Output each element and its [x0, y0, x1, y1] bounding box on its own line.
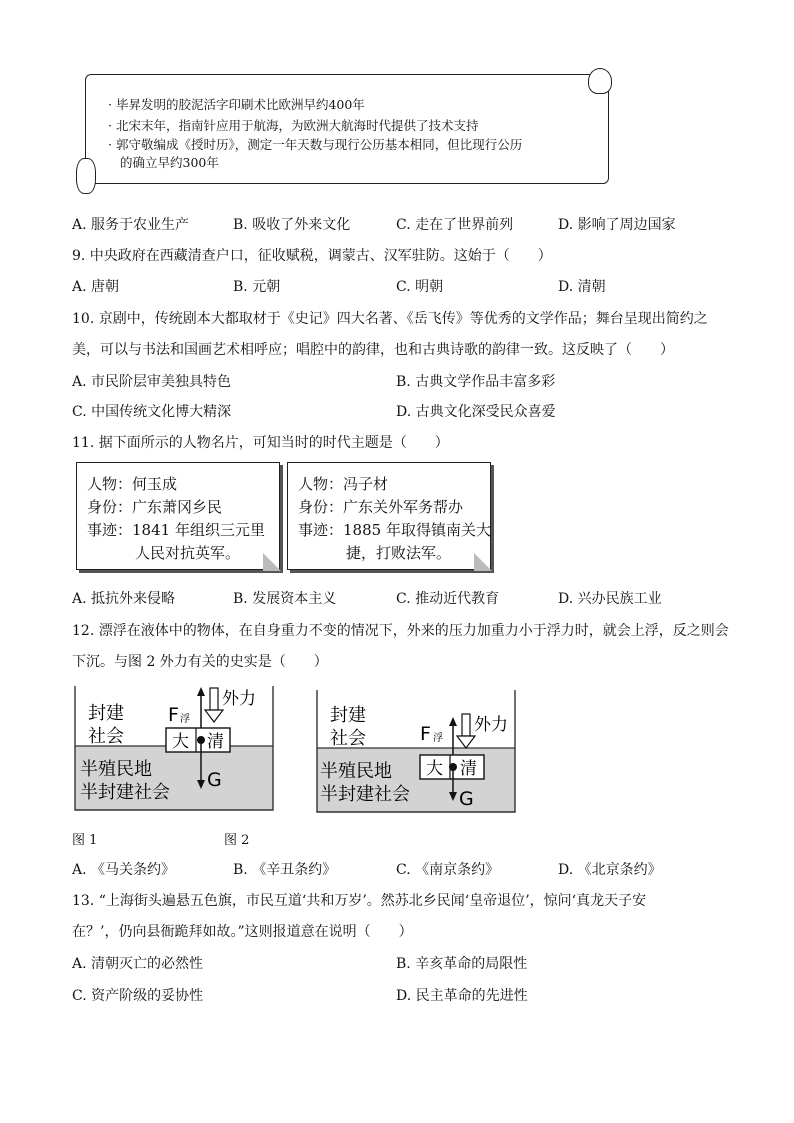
q8-option-d[interactable]: D. 影响了周边国家: [558, 217, 676, 233]
figure-1-label: 图 1: [72, 833, 98, 848]
card2-deed-cont: 捷，打败法军。: [346, 544, 452, 562]
figure-2-buoyancy: [312, 688, 520, 816]
buoyancy-subscript: 浮: [180, 714, 190, 725]
q9-option-a[interactable]: A. 唐朝: [72, 279, 120, 295]
figure-1-buoyancy: [70, 684, 278, 814]
card1-identity: 身份：广东萧冈乡民: [87, 498, 223, 516]
q10-stem-line-1: 10. 京剧中，传统剧本大都取材于《史记》四大名著、《岳飞传》等优秀的文学作品；舞台呈现出简约之: [72, 311, 708, 327]
q11-option-b[interactable]: B. 发展资本主义: [233, 591, 337, 607]
card1-deed-cont: 人民对抗英军。: [135, 544, 241, 562]
buoyancy-F: F: [420, 723, 431, 745]
person-card-feng-zicai: [287, 462, 491, 570]
q13-option-a[interactable]: A. 清朝灭亡的必然性: [72, 956, 204, 972]
q10-option-d[interactable]: D. 古典文化深受民众喜爱: [396, 404, 556, 420]
card2-deed: 事迹：1885 年取得镇南关大: [298, 521, 491, 539]
q12-stem-line-1: 12. 漂浮在液体中的物体，在自身重力不变的情况下，外来的压力加重力小于浮力时，就会上浮，反之则会: [72, 623, 729, 639]
gravity-label: G: [207, 769, 222, 791]
card1-name: 人物：何玉成: [87, 475, 178, 493]
q11-stem: 11. 据下面所示的人物名片，可知当时的时代主题是（ ）: [72, 435, 449, 451]
semi-label-1: 半殖民地: [320, 761, 392, 782]
scroll-line-1: · 毕昇发明的胶泥活字印刷术比欧洲早约400年: [108, 97, 365, 112]
q12-option-a[interactable]: A. 《马关条约》: [72, 862, 176, 878]
q9-option-d[interactable]: D. 清朝: [558, 279, 606, 295]
buoyancy-arrowhead: [197, 687, 205, 696]
q13-stem-line-1: 13. “上海街头遍悬五色旗，市民互道‘共和万岁’。然苏北乡民闻‘皇帝退位’，惊问‘真龙天子安: [72, 893, 647, 909]
gravity-label: G: [459, 788, 474, 810]
feudal-label-2: 社会: [330, 728, 366, 749]
scroll-curl-left: [76, 158, 96, 194]
q10-option-b[interactable]: B. 古典文学作品丰富多彩: [396, 374, 556, 390]
card1-deed: 事迹：1841 年组织三元里: [87, 521, 265, 539]
buoyancy-subscript: 浮: [433, 733, 443, 744]
q9-option-c[interactable]: C. 明朝: [396, 279, 444, 295]
buoyancy-F: F: [168, 704, 179, 726]
q13-option-c[interactable]: C. 资产阶级的妥协性: [72, 988, 204, 1004]
q11-option-a[interactable]: A. 抵抗外来侵略: [72, 591, 176, 607]
external-force-arrow: [462, 714, 470, 736]
q9-option-b[interactable]: B. 元朝: [233, 279, 281, 295]
semi-label-2: 半封建社会: [80, 782, 170, 803]
figure-2-label: 图 2: [224, 833, 250, 848]
block-char-left: 大: [426, 759, 443, 779]
block-char-left: 大: [172, 732, 189, 752]
q8-option-c[interactable]: C. 走在了世界前列: [396, 217, 514, 233]
q12-option-c[interactable]: C. 《南京条约》: [396, 862, 500, 878]
q13-option-d[interactable]: D. 民主革命的先进性: [396, 988, 528, 1004]
scroll-line-3: · 郭守敬编成《授时历》，测定一年天数与现行公历基本相同，但比现行公历: [108, 137, 523, 152]
q8-option-a[interactable]: A. 服务于农业生产: [72, 217, 190, 233]
external-force-label: 外力: [222, 689, 256, 709]
q11-option-c[interactable]: C. 推动近代教育: [396, 591, 500, 607]
q9-stem: 9. 中央政府在西藏清查户口，征收赋税，调蒙古、汉军驻防。这始于（ ）: [72, 248, 552, 264]
card-fold-corner: [263, 553, 281, 571]
buoyancy-arrowhead: [449, 717, 457, 726]
external-force-arrowhead: [205, 710, 223, 722]
card-fold-corner: [474, 553, 492, 571]
block-char-right: 清: [207, 732, 224, 752]
q12-option-d[interactable]: D. 《北京条约》: [558, 862, 662, 878]
q8-option-b[interactable]: B. 吸收了外来文化: [233, 217, 351, 233]
q10-stem-line-2: 美，可以与书法和国画艺术相呼应；唱腔中的韵律，也和古典诗歌的韵律一致。这反映了（ ）: [72, 342, 674, 358]
feudal-label-1: 封建: [88, 703, 124, 724]
q10-option-a[interactable]: A. 市民阶层审美独具特色: [72, 374, 232, 390]
card2-identity: 身份：广东关外军务帮办: [298, 498, 464, 516]
scroll-line-4: 的确立早约300年: [120, 155, 219, 170]
person-card-he-yucheng: [76, 462, 280, 570]
scroll-curl-right: [588, 68, 612, 94]
external-force-label: 外力: [474, 715, 508, 735]
semi-label-1: 半殖民地: [80, 759, 152, 780]
external-force-arrow: [210, 688, 218, 710]
q13-option-b[interactable]: B. 辛亥革命的局限性: [396, 956, 528, 972]
feudal-label-2: 社会: [88, 726, 124, 747]
external-force-arrowhead: [457, 736, 475, 748]
semi-label-2: 半封建社会: [320, 784, 410, 805]
q11-option-d[interactable]: D. 兴办民族工业: [558, 591, 662, 607]
scroll-line-2: · 北宋末年，指南针应用于航海，为欧洲大航海时代提供了技术支持: [108, 118, 479, 133]
feudal-label-1: 封建: [330, 705, 366, 726]
q12-option-b[interactable]: B. 《辛丑条约》: [233, 862, 337, 878]
q10-option-c[interactable]: C. 中国传统文化博大精深: [72, 404, 232, 420]
q13-stem-line-2: 在？’，仍向县衙跪拜如故。”这则报道意在说明（ ）: [72, 924, 413, 940]
card2-name: 人物：冯子材: [298, 475, 389, 493]
q12-stem-line-2: 下沉。与图 2 外力有关的史实是（ ）: [72, 654, 328, 670]
block-char-right: 清: [460, 759, 477, 779]
